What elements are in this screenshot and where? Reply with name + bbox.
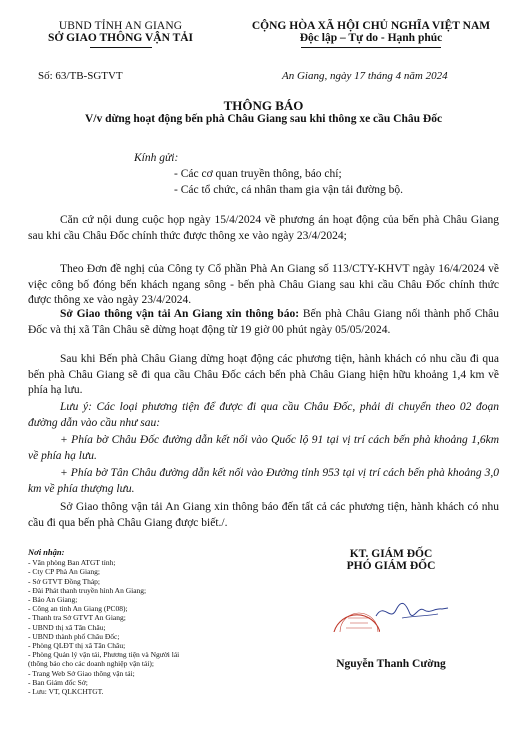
receiver-item: - Sở GTVT Đồng Tháp; (28, 576, 101, 586)
receiver-item: - UBND thành phố Châu Đốc; (28, 631, 120, 641)
nation-name: CỘNG HÒA XÃ HỘI CHỦ NGHĨA VIỆT NAM (251, 20, 491, 32)
signer-name: Nguyễn Thanh Cường (336, 658, 446, 670)
paragraph-closing: Sở Giao thông vận tải An Giang xin thông báo đến tất cả các phương tiện, hành khách có nhu cầu đi qua bến phà Châu Giang được biết./. (28, 501, 499, 529)
document-subject: V/v dừng hoạt động bến phà Châu Giang sau khi thông xe cầu Châu Đốc (84, 113, 443, 125)
document-number: Số: 63/TB-SGTVT (38, 70, 123, 82)
receiver-item: - Phòng Quản lý vận tải, Phương tiện và Người lái (28, 650, 180, 660)
receiver-item: - Ban Giám đốc Sở; (28, 677, 88, 687)
document-title: THÔNG BÁO (223, 98, 304, 113)
date-line: An Giang, ngày 17 tháng 4 năm 2024 (282, 70, 448, 82)
issuing-agency (18, 20, 223, 48)
signer-title: PHÓ GIÁM ĐỐC (346, 560, 436, 572)
paragraph-request: Theo Đơn đề nghị của Công ty Cổ phần Phà An Giang số 113/CTY-KHVT ngày 16/4/2024 về việc công bố đóng bến khách ngang sông - bến phà Châu Giang sau khi cầu Châu Đốc chính thức được thông xe vào ngày 23/4/2024. (28, 263, 499, 306)
announcement-text: Bến phà Châu Giang nối thành phố Châu Đốc và thị xã Tân Châu sẽ dừng hoạt động từ 19 giờ 00 phút ngày 05/05/2024. (28, 308, 500, 336)
national-header (226, 20, 516, 48)
province-committee: UBND TỈNH AN GIANG (58, 20, 183, 32)
receivers-list (28, 548, 253, 696)
recipient-line: - Các cơ quan truyền thông, báo chí; (174, 168, 342, 180)
greeting: Kính gửi: (134, 152, 179, 164)
receiver-item: - Lưu: VT, QLKCHTGT. (28, 687, 104, 697)
recipient-line: - Các tổ chức, cá nhân tham gia vận tải đường bộ. (174, 184, 403, 196)
announcement-lead: Sở Giao thông vận tải An Giang xin thông báo: (60, 308, 300, 320)
department-name: SỞ GIAO THÔNG VẬN TẢI (47, 32, 194, 44)
note-item: + Phía bờ Tân Châu đường dẫn kết nối vào Đường tỉnh 953 tại vị trí cách bến phà khoảng 3,0 km về phía thượng lưu. (28, 467, 499, 495)
receiver-item: - Công an tỉnh An Giang (PC08); (28, 604, 128, 614)
receivers-title: Nơi nhận: (28, 547, 65, 557)
receiver-item: (thông báo cho các doanh nghiệp vận tải); (28, 659, 154, 669)
signer-authority: KT. GIÁM ĐỐC (349, 548, 433, 560)
receiver-item: - Trang Web Sở Giao thông vận tải; (28, 668, 135, 678)
paragraph-announcement (28, 307, 499, 338)
paragraph-alternative-route: Sau khi Bến phà Châu Giang dừng hoạt động các phương tiện, hành khách có nhu cầu đi qua bến phà Châu Giang sẽ đi qua cầu Châu Đốc cách bến phà Châu Giang hiện hữu khoảng 1,4 km về phía hạ lưu. (28, 353, 499, 396)
receiver-item: - Cty CP Phà An Giang; (28, 567, 101, 577)
motto-underline (301, 47, 441, 48)
handwritten-signature-icon (372, 596, 452, 626)
receiver-item: - UBND thị xã Tân Châu; (28, 622, 106, 632)
note-item: + Phía bờ Châu Đốc đường dẫn kết nối vào Quốc lộ 91 tại vị trí cách bến phà khoảng 1,6km về phía hạ lưu. (28, 434, 499, 462)
national-motto: Độc lập – Tự do - Hạnh phúc (299, 32, 443, 44)
receiver-item: - Văn phòng Ban ATGT tỉnh; (28, 558, 116, 568)
receiver-item: - Báo An Giang; (28, 595, 78, 605)
receiver-item: - Phòng QLĐT thị xã Tân Châu; (28, 641, 126, 651)
agency-underline (90, 47, 152, 48)
paragraph-basis: Căn cứ nội dung cuộc họp ngày 15/4/2024 về phương án hoạt động của bến phà Châu Giang sau khi cầu Châu Đốc chính thức được thông xe vào ngày 23/4/2024; (28, 214, 499, 242)
receiver-item: - Thanh tra Sở GTVT An Giang; (28, 613, 126, 623)
paragraph-note: Lưu ý: Các loại phương tiện để được đi qua cầu Châu Đốc, phải di chuyển theo 02 đoạn đường dẫn vào cầu như sau: (28, 401, 499, 429)
receiver-item: - Đài Phát thanh truyền hình An Giang; (28, 585, 147, 595)
signature-stroke (402, 614, 438, 618)
